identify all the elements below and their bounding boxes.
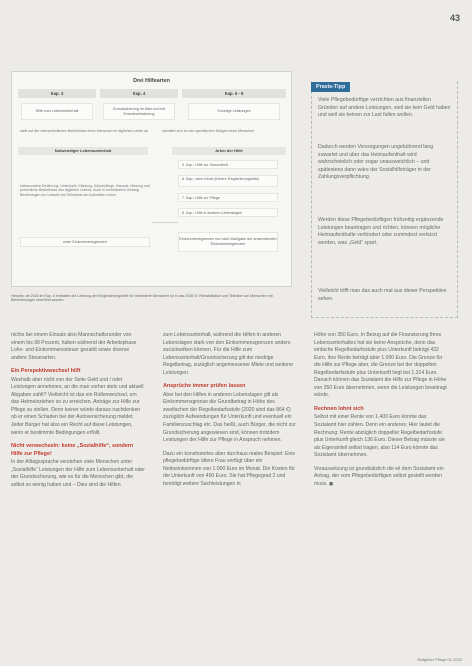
- cell-lebensunterhalt: Hilfe zum Lebensunterhalt: [21, 103, 93, 120]
- row-kap5: 5. Kap.: Hilfe zur Gesundheit: [178, 160, 278, 169]
- header-kap3: Kap. 3: [18, 89, 96, 98]
- cell-grundsicherung: Grundsicherung im Alter und bei Erwerbsminderung: [103, 103, 175, 120]
- body-paragraph: Weshalb aber nicht von der Seite Geld und / oder Leistungen annehmen, an die man vorher stets und aktuell Abgaben zahlt? Vielleicht ist das ein Rollenwechsel, um das Heimeinziehen so zu erreichen. Anträge zur Hilfe zur Pflege zu stellen. Denn keiner würde daraus nachdenken ob er einen Schaden bei der Autoversicherung meldet. Jeder Bürger hat also ein Recht auf diese Leistungen, wenn er bestimmte Bedingungen erfüllt.: [11, 376, 144, 436]
- praxis-tipp-label: Praxis-Tipp: [311, 82, 350, 92]
- section-heading: Rechnen lohnt sich: [314, 405, 364, 412]
- text-column-3: [314, 332, 448, 494]
- band-arten: Arten der Hilfe: [172, 147, 286, 155]
- row-kap6: 6. Kap.: ohne Inhalt (frühere Eingliederungshilfe): [178, 175, 278, 187]
- box-einkommensgrenzen-massgabe: Einkommensgrenzen nur nach Maßgabe der anwendenden Einkommensgrenzen: [178, 232, 278, 252]
- row-kap7: 7. Kap.: Hilfe zur Pflege: [178, 193, 278, 202]
- connector: [152, 222, 178, 223]
- body-paragraph: Selbst mit einer Rente von 1.400 Euro könnte das Sozialamt hier zahlen. Denn ein anderes: Hier lautet die Rechnung: Rente abzüglich doppelter Regelbedarfsstufe plus Unterkunft gleich 136 Euro. Dieser Betrag müsste sie als Eigenanteil selbst tragen, also 114 Euro könnte das Sozialamt übernehmen.: [314, 414, 445, 459]
- sidebar-paragraph: Viele Pflegebedürftige verzichten aus finanziellen Gründen auf andere Leistungen, weil sie kein Geld haben und weil sie keinen zur Last fallen wollen.: [318, 97, 451, 119]
- body-paragraph: Voraussetzung ist grundsätzlich die eil dem Sozialamt ein Antrag, der vom Pflegebedürftigen selbst gestellt werden muss. ◼: [314, 465, 444, 487]
- diagram-box: [11, 71, 292, 287]
- section-heading: Ein Perspektivwechsel hilft: [11, 368, 81, 375]
- body-paragraph: zum Lebensunterhalt, während die Hilfen in anderen Lebenslagen stark von den Einkommensgrenzen anders zurückwirken können. Für die Hilfe zum Lebensunterhalt/Grundsicherung gilt der niedrige Regelbetrag, zuzüglich angemessener Miete und weiterer Leistungen.: [163, 332, 294, 376]
- header-kap5-9: Kap. 5 - 9: [182, 89, 286, 98]
- text-column-2: [163, 332, 297, 494]
- note-left: stellt auf die unterschiedlichen Bedürfnisse eines Menschen im täglichen Leben ab: [20, 129, 149, 133]
- header-kap4: Kap. 4: [100, 89, 178, 98]
- box-einkommensgrenzen: unter Einkommensgrenzen: [20, 237, 150, 247]
- text-column-1: [11, 332, 145, 495]
- footer-publication: Ratgeber Pflege 01 2020: [417, 657, 462, 662]
- page-number: 43: [449, 13, 460, 23]
- lebensunterhalt-text: insbesondere Ernährung, Unterkunft, Kleidung, Körperpflege, Hausrat, Heizung und persönliche Bedürfnisse des täglichen Lebens. Auch in vertretbarem Umfang Beziehungen zur Umwelt und Teilnahme am kulturellen Leben: [20, 184, 150, 197]
- body-paragraph: nichts bei einem Einsatz also Mannschaftsrunder von einem bis 99 Prozent, haben während der Arbeitsphase Lohn- und Einkommenssteuer gezahlt sowie diverse andere Steuerarten.: [11, 332, 137, 361]
- section-heading: Nicht verwechseln: keine „Sozialhilfe“, sondern Hilfe zur Pflege!: [11, 443, 134, 457]
- cell-sonstige: Sonstige Leistungen: [188, 103, 280, 120]
- diagram-title: Drei Hilfearten: [133, 78, 170, 84]
- body-paragraph: Dazu ein konstruiertes aber durchaus reales Beispiel: Eine pflegebedürftige ältere Frau verfügt über ein Nettoeinkommen von 1.000 Euro im Monat. Die Kosten für die Unterkunft von 450 Euro. Sie hat Pflegegrad 2 und benötigt weitere Sachleistungen in: [163, 450, 296, 487]
- sidebar-paragraph: Vielleicht trifft man das auch mal aus dieser Perspektive sehen.: [318, 288, 447, 302]
- note-right: orientiert sich an den spezifischen Nötigen eines Menschen: [162, 129, 255, 133]
- body-paragraph: Höhe von 350 Euro. In Bezug auf die Finanzierung Ihres Lebensunterhaltes hat sie keine Ansprüche, denn das einfache Regelbedarfsstufe plus Unterkunft beträgt 432 Euro, ihre Rente beträgt aber 1.000 Euro. Die Grenze für die Hilfe zur Pflege aber, die Grenze bei der doppelten Regelbedarfsstufe plus Unterkunft liegt bei 1.314 Euro. Danach können das Sozialamt die Hilfe zur Pflege in Höhe von 350 Euro übernehmen, wenn die Leistungen beantragt würde.: [314, 332, 447, 399]
- band-lebensunterhalt: Notwendiger Lebensunterhalt: [18, 147, 148, 155]
- body-paragraph: In der Alltagssprache verstehen viele Menschen unter „Sozialhilfe“ Leistungen der Hilfe zum Lebensunterhalt oder der Grundsicherung, wie es für die Menschen gibt, die selbst so wenig haben und – Dies sind die Hilfen: [11, 459, 145, 488]
- row-kap8: 8. Kap.: Hilfe in anderen Lebenslagen: [178, 208, 278, 217]
- diagram-caption: Hinweis: ab 2020 im Kap. 6 enthalten die Leistung der Eingliederungshilfe für behinderte Menschen ist in das SGB IX: Rehabilitation und Teilhabe von Menschen mit Behinderungen überführt worden.: [11, 294, 273, 303]
- sidebar-paragraph: Werden diese Pflegebedürftigen frühzeitig ergänzende Leistungen beantragen und richten, können mögliche Heimaufenthalte verhindert oder zumindest verkürzt werden, was „Geld“ spart.: [318, 217, 444, 246]
- section-heading: Ansprüche immer prüfen lassen: [163, 383, 246, 390]
- sidebar-paragraph: Dadurch werden Versorgungen ungebührend lang zuwartet und aber das Heimaufenthalt wird wahrscheinlich oder sogar unausweichlich – und spätestens dann wäre der Sozialhilfeträger in der Zahlungsverpflichtung.: [318, 144, 434, 181]
- body-paragraph: Aber bei den Hilfen in anderen Lebenslagen gilt als Einkommensgrenze die Grundbetrag in Höhe des zweifachen der Regelbedarfsstufe (2020 sind das 864 €) zuzüglich Aufwendungen für Unterkunft und eventuell ein Familienzuschlag etc. Das heißt, auch Bürger, die nicht zur Grundsicherung angewiesen sind, können trotzdem Leistungen der Hilfe zur Pflege in Anspruch nehmen.: [163, 391, 296, 444]
